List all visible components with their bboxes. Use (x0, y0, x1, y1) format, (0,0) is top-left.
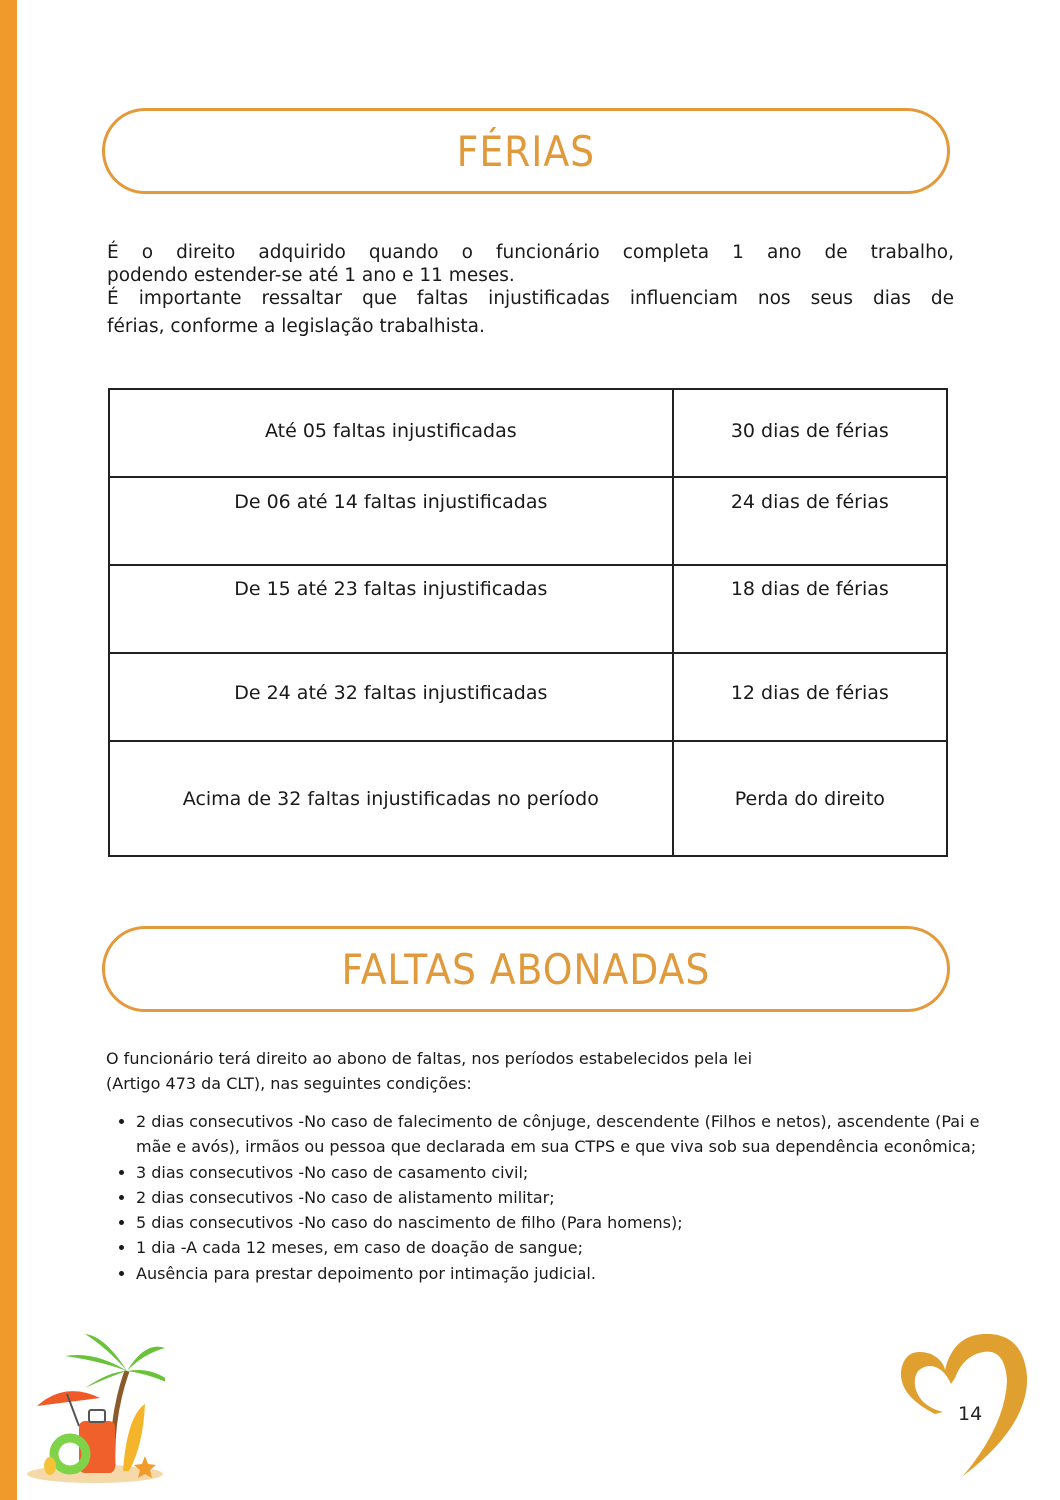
abonadas-title-box (102, 926, 950, 1012)
ferias-title: FÉRIAS (456, 126, 596, 176)
dias-text: 12 dias de férias (730, 682, 889, 704)
left-accent-bar (0, 0, 17, 1500)
dias-cell (673, 389, 947, 477)
dias-cell (673, 565, 947, 653)
dias-cell (673, 653, 947, 741)
faltas-cell (109, 477, 673, 565)
page-number: 14 (958, 1403, 983, 1425)
conditions-list (112, 1109, 981, 1286)
dias-cell (673, 477, 947, 565)
dias-text: 18 dias de férias (730, 578, 889, 600)
faltas-text: Até 05 faltas injustificadas (265, 420, 517, 442)
ferias-intro (107, 241, 954, 342)
faltas-cell (109, 389, 673, 477)
ferias-table (108, 388, 948, 857)
faltas-text: Acima de 32 faltas injustificadas no período (182, 787, 599, 810)
beach-vacation-illustration (15, 1326, 165, 1486)
table-row (109, 477, 947, 565)
faltas-cell (109, 653, 673, 741)
abonadas-intro-line: (Artigo 473 da CLT), nas seguintes condições: (106, 1074, 472, 1093)
abonadas-intro-line: O funcionário terá direito ao abono de faltas, nos períodos estabelecidos pela lei (106, 1049, 753, 1068)
list-item: • 2 dias consecutivos -No caso de falecimento de cônjuge, descendente (Filhos e netos), ascendente (Pai e mãe e avós), irmãos ou pessoa que declarada em sua CTPS e que viva sob sua dependência econômica; (136, 1109, 981, 1160)
abonadas-intro (106, 1046, 956, 1096)
ferias-intro-line: férias, conforme a legislação trabalhista. (107, 316, 485, 337)
pineapple-icon (44, 1457, 56, 1475)
faltas-text: De 06 até 14 faltas injustificadas (234, 491, 548, 513)
surfboard-icon (123, 1404, 145, 1471)
dias-text: 24 dias de férias (730, 491, 889, 513)
dias-text: 30 dias de férias (730, 420, 889, 442)
list-item: • Ausência para prestar depoimento por intimação judicial. (136, 1261, 981, 1286)
faltas-text: De 24 até 32 faltas injustificadas (234, 682, 548, 704)
faltas-cell (109, 565, 673, 653)
abonadas-title: FALTAS ABONADAS (341, 944, 711, 994)
faltas-text: De 15 até 23 faltas injustificadas (234, 578, 548, 600)
ferias-title-box (102, 108, 950, 194)
list-item: • 1 dia -A cada 12 meses, em caso de doação de sangue; (136, 1235, 981, 1260)
ferias-intro-line: É o direito adquirido quando o funcionário completa 1 ano de trabalho, (107, 242, 954, 263)
palm-leaves-icon (65, 1334, 165, 1388)
ferias-intro-line: podendo estender-se até 1 ano e 11 meses. (107, 265, 515, 286)
list-item: • 2 dias consecutivos -No caso de alistamento militar; (136, 1185, 981, 1210)
dias-cell (673, 741, 947, 856)
table-row (109, 741, 947, 856)
faltas-cell (109, 741, 673, 856)
list-item: • 3 dias consecutivos -No caso de casamento civil; (136, 1160, 981, 1185)
list-item: • 5 dias consecutivos -No caso do nascimento de filho (Para homens); (136, 1210, 981, 1235)
table-row (109, 389, 947, 477)
ferias-intro-line: É importante ressaltar que faltas injustificadas influenciam nos seus dias de (107, 288, 954, 309)
table-row (109, 565, 947, 653)
table-row (109, 653, 947, 741)
dias-text: Perda do direito (734, 787, 885, 810)
